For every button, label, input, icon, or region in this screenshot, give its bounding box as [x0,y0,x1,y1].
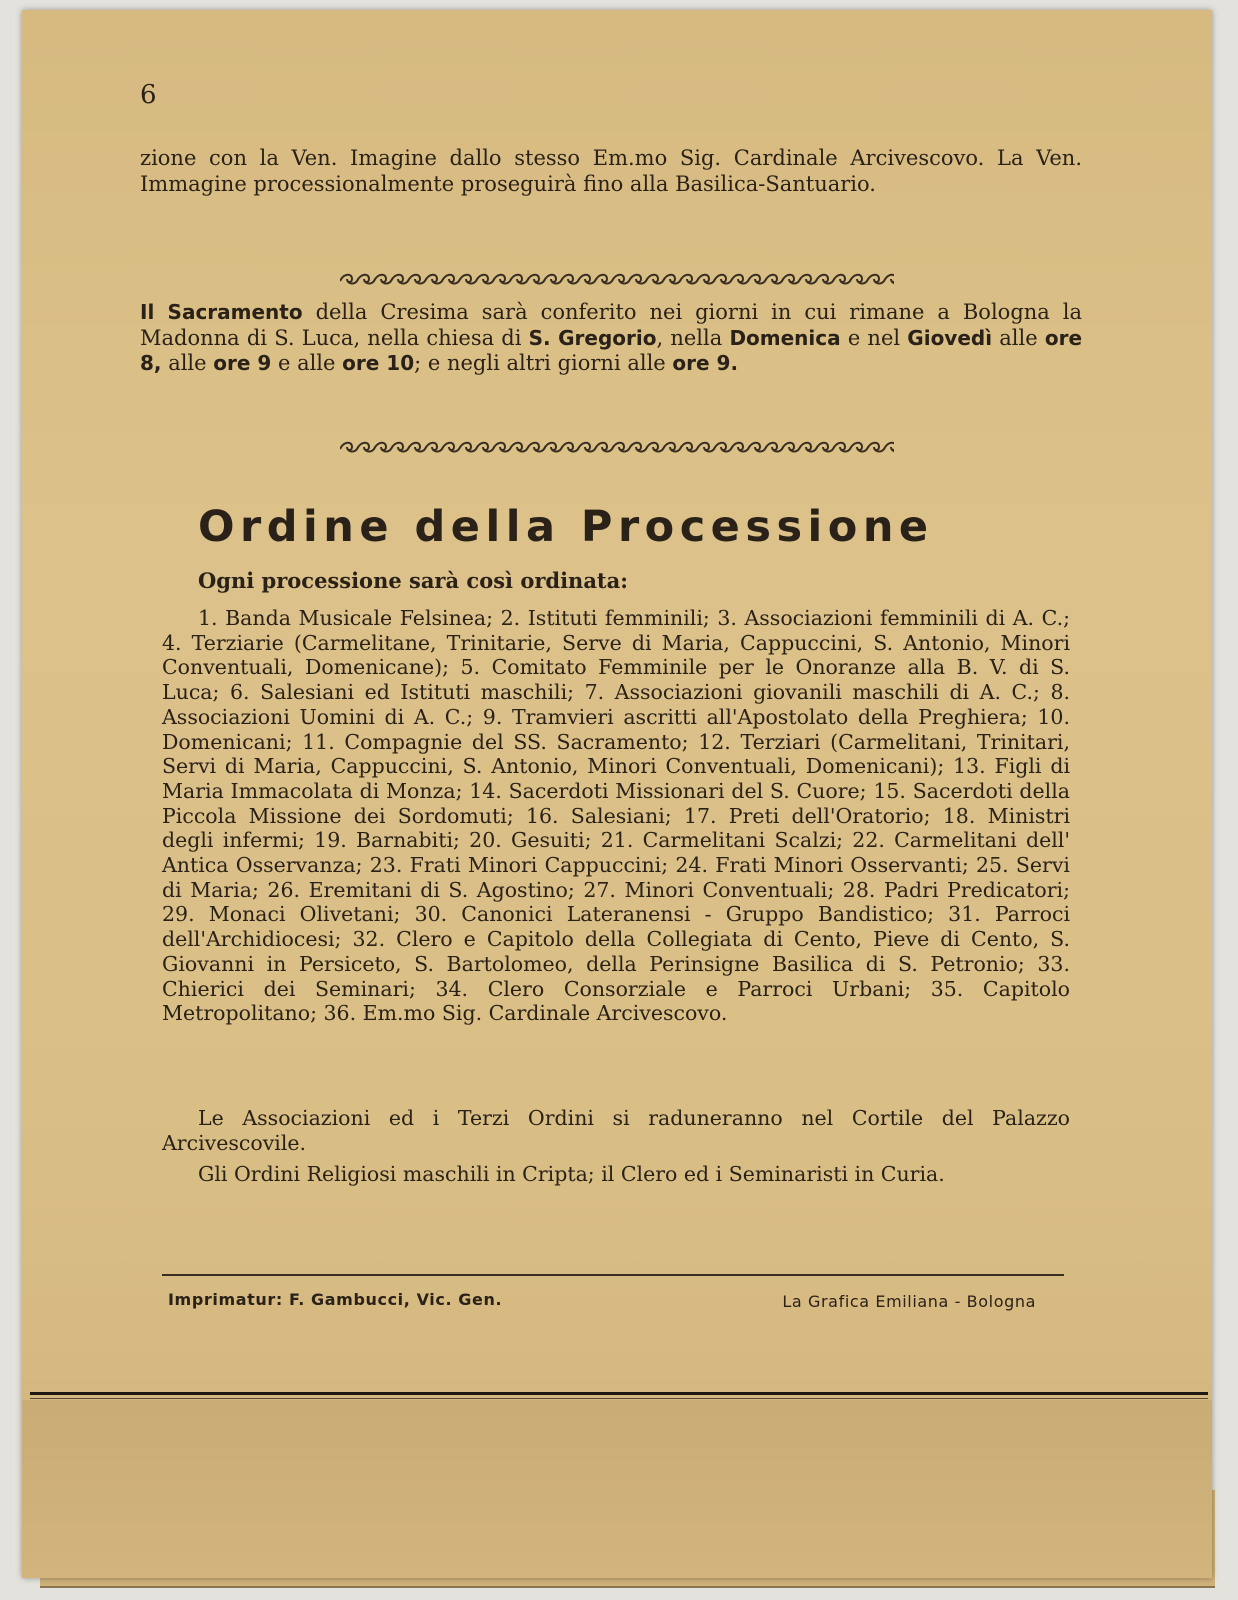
cresima-emph: Il Sacramento [140,300,303,324]
cresima-emph: Giovedì [907,325,993,350]
cresima-text: alle [992,325,1045,350]
cresima-text: , nella [656,325,730,350]
cresima-emph: ore 10 [342,351,415,375]
printer-line: La Grafica Emiliana - Bologna [782,1292,1036,1311]
cresima-emph: Domenica [729,325,841,350]
page-number: 6 [140,80,157,110]
fold-line [30,1392,1208,1395]
cresima-text: e nel [840,325,908,350]
intro-paragraph: zione con la Ven. Imagine dallo stesso Em.mo Sig. Cardinale Arcivescovo. La Ven. Immagine processionalmente proseguirà fino alla Basilica-Santuario. [140,146,1082,196]
folded-flap [22,1400,1212,1578]
cresima-text: della Cresima sarà conferito nei giorni in cui rimane a Bologna la Madonna di S. Luca, nella chiesa di [140,300,1082,350]
ornament-divider [340,440,894,454]
cresima-emph: ore 9 [213,351,272,375]
section-heading: Ordine della Processione [198,502,934,552]
cresima-emph: ore 8, [140,325,1083,375]
imprimatur-line: Imprimatur: F. Gambucci, Vic. Gen. [168,1290,503,1309]
ornament-divider [340,272,894,286]
cresima-emph: ore 9. [672,351,739,375]
orders-paragraph: Gli Ordini Religiosi maschili in Cripta; il Clero ed i Seminaristi in Curia. [198,1162,945,1186]
document-page [22,10,1212,1578]
cresima-text: alle [161,351,214,375]
cresima-paragraph [140,300,1082,377]
cresima-text: ; e negli altri giorni alle [414,351,673,375]
assembly-paragraph: Le Associazioni ed i Terzi Ordini si raduneranno nel Cortile del Palazzo Arcivescovile. [162,1106,1070,1155]
cresima-emph: S. Gregorio [528,325,657,350]
cresima-text: e alle [271,351,343,375]
footer-rule [162,1274,1064,1276]
procession-order-list: 1. Banda Musicale Felsinea; 2. Istituti femminili; 3. Associazioni femminili di A. C.; 4. Terziarie (Carmelitane, Trinitarie, Serve di Maria, Cappuccini, S. Antonio, Minori Conventuali, Domenicane); 5. Comitato Femminile per le Onoranze alla B. V. di S. Luca; 6. Salesiani ed Istituti maschili; 7. Associazioni giovanili maschili di A. C.; 8. Associazioni Uomini di A. C.; 9. Tramvieri ascritti all'Apostolato della Preghiera; 10. Domenicani; 11. Compagnie del SS. Sacramento; 12. Terziari (Carmelitani, Trinitari, Servi di Maria, Cappuccini, S. Antonio, Minori Conventuali, Domenicani); 13. Figli di Maria Immacolata di Monza; 14. Sacerdoti Missionari del S. Cuore; 15. Sacerdoti della Piccola Missione dei Sordomuti; 16. Salesiani; 17. Preti dell'Oratorio; 18. Ministri degli infermi; 19. Barnabiti; 20. Gesuiti; 21. Carmelitani Scalzi; 22. Carmelitani dell' Antica Osservanza; 23. Frati Minori Cappuccini; 24. Frati Minori Osservanti; 25. Servi di Maria; 26. Eremitani di S. Agostino; 27. Minori Conventuali; 28. Padri Predicatori; 29. Monaci Olivetani; 30. Canonici Lateranensi - Gruppo Bandistico; 31. Parroci dell'Archidiocesi; 32. Clero e Capitolo della Collegiata di Cento, Pieve di Cento, S. Giovanni in Persiceto, S. Bartolomeo, della Perinsigne Basilica di S. Petronio; 33. Chierici dei Seminari; 34. Clero Consorziale e Parroci Urbani; 35. Capitolo Metropolitano; 36. Em.mo Sig. Cardinale Arcivescovo. [162,606,1070,1026]
section-subheading: Ogni processione sarà così ordinata: [198,568,628,593]
fold-line-secondary [30,1398,1208,1399]
